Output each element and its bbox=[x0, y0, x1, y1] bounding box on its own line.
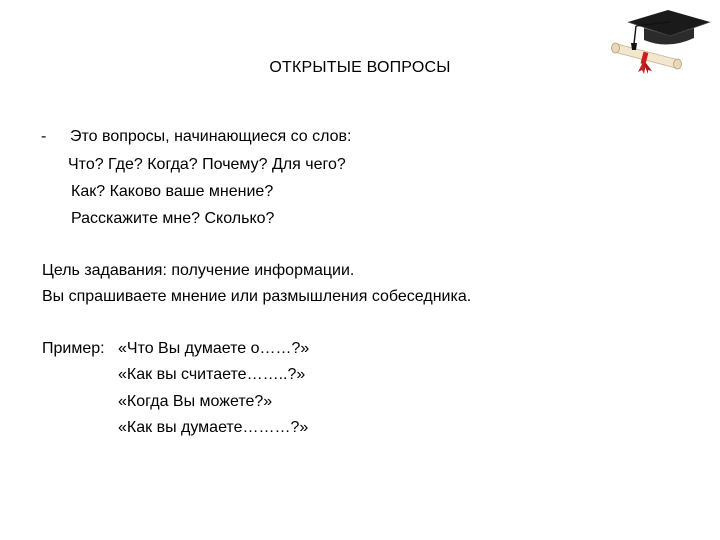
slide-title: ОТКРЫТЫЕ ВОПРОСЫ bbox=[269, 59, 451, 76]
intro-line-4: Расскажите мне? Сколько? bbox=[71, 210, 275, 227]
intro-line-3: Как? Каково ваше мнение? bbox=[71, 183, 274, 200]
example-line-1: «Что Вы думаете о……?» bbox=[118, 340, 310, 357]
graduation-cap bbox=[628, 10, 710, 50]
intro-line-2: Что? Где? Когда? Почему? Для чего? bbox=[68, 156, 346, 173]
example-label: Пример: bbox=[42, 340, 105, 357]
example-line-2: «Как вы считаете……..?» bbox=[118, 366, 306, 383]
example-line-4: «Как вы думаете………?» bbox=[118, 419, 309, 436]
intro-line-1: Это вопросы, начинающиеся со слов: bbox=[70, 128, 352, 145]
purpose-line-1: Цель задавания: получение информации. bbox=[42, 262, 355, 279]
purpose-line-2: Вы спрашиваете мнение или размышления собеседника. bbox=[42, 288, 472, 305]
bullet-dash: - bbox=[41, 128, 47, 145]
example-line-3: «Когда Вы можете?» bbox=[118, 393, 273, 410]
